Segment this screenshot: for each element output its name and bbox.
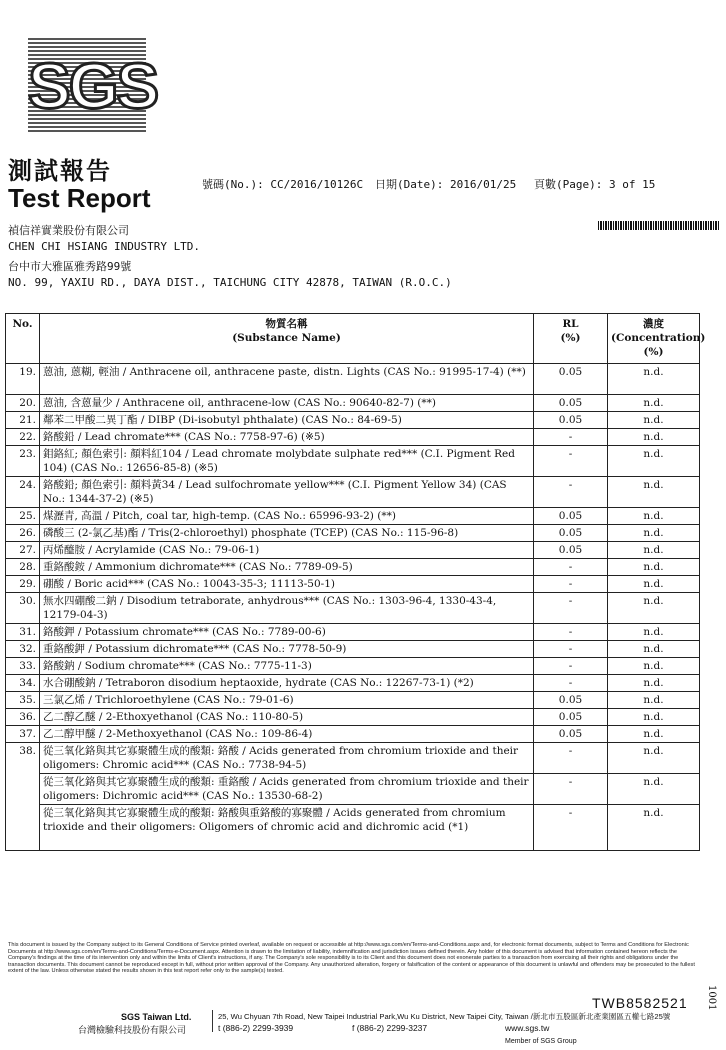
concentration-value: n.d. <box>608 774 700 805</box>
header-substance-en: (Substance Name) <box>232 332 341 344</box>
substance-name: 三氯乙烯 / Trichloroethylene (CAS No.: 79-01-6) <box>40 692 534 709</box>
row-number: 27. <box>6 542 40 559</box>
table-row <box>6 774 700 805</box>
rl-value: 0.05 <box>534 692 608 709</box>
substance-name: 水合硼酸鈉 / Tetraboron disodium heptaoxide, hydrate (CAS No.: 12267-73-1) (*2) <box>40 675 534 692</box>
company-website: www.sgs.tw <box>505 1023 550 1033</box>
header-no-label: No. <box>12 318 33 330</box>
rl-value: - <box>534 641 608 658</box>
substance-name: 從三氧化鉻與其它寡聚體生成的酸類: 鉻酸 / Acids generated from chromium trioxide and their oligomers: Chromic acid*** (CAS No.: 7738-94-5) <box>40 743 534 774</box>
concentration-value: n.d. <box>608 525 700 542</box>
company-telephone: t (886-2) 2299-3939 <box>218 1023 294 1033</box>
rl-value: - <box>534 559 608 576</box>
concentration-value: n.d. <box>608 576 700 593</box>
table-row <box>6 508 700 525</box>
substance-name: 鉻酸鈉 / Sodium chromate*** (CAS No.: 7775-11-3) <box>40 658 534 675</box>
concentration-value: n.d. <box>608 805 700 851</box>
rl-value: - <box>534 658 608 675</box>
client-address-en: NO. 99, YAXIU RD., DAYA DIST., TAICHUNG CITY 42878, TAIWAN (R.O.C.) <box>8 276 452 289</box>
concentration-value: n.d. <box>608 593 700 624</box>
rl-value: - <box>534 593 608 624</box>
substance-name: 鄰苯二甲酸二異丁酯 / DIBP (Di-isobutyl phthalate) (CAS No.: 84-69-5) <box>40 412 534 429</box>
substance-table <box>5 313 706 851</box>
footer-divider <box>212 1010 213 1032</box>
header-substance-zh: 物質名稱 <box>265 318 308 330</box>
table-row <box>6 743 700 774</box>
substance-name: 蒽油, 含蒽量少 / Anthracene oil, anthracene-low (CAS No.: 90640-82-7) (**) <box>40 395 534 412</box>
rl-value: - <box>534 446 608 477</box>
substance-name: 鉻酸鉛 / Lead chromate*** (CAS No.: 7758-97-6) (※5) <box>40 429 534 446</box>
table-row <box>6 364 700 395</box>
substance-name: 無水四硼酸二鈉 / Disodium tetraborate, anhydrous*** (CAS No.: 1303-96-4, 1330-43-4, 12179-04-3) <box>40 593 534 624</box>
header-conc-zh: 濃度 <box>643 318 664 330</box>
concentration-value: n.d. <box>608 692 700 709</box>
row-number: 36. <box>6 709 40 726</box>
rl-value: 0.05 <box>534 508 608 525</box>
concentration-value: n.d. <box>608 675 700 692</box>
report-page: 頁數(Page): 3 of 15 <box>534 178 656 191</box>
rl-value: 0.05 <box>534 412 608 429</box>
company-name-zh: 台灣檢驗科技股份有限公司 <box>78 1025 187 1035</box>
header-rl-unit: (%) <box>560 332 581 344</box>
rl-value: - <box>534 624 608 641</box>
row-number: 21. <box>6 412 40 429</box>
table-row <box>6 576 700 593</box>
table-row <box>6 593 700 624</box>
substance-name: 重鉻酸鉀 / Potassium dichromate*** (CAS No.: 7778-50-9) <box>40 641 534 658</box>
table-row <box>6 477 700 508</box>
table-row <box>6 412 700 429</box>
company-fax: f (886-2) 2299-3237 <box>352 1023 428 1033</box>
sgs-group-member: Member of SGS Group <box>505 1038 577 1045</box>
table-row <box>6 726 700 743</box>
row-number: 31. <box>6 624 40 641</box>
client-address-zh: 台中市大雅區雅秀路99號 <box>8 260 132 273</box>
table-row <box>6 641 700 658</box>
rl-value: - <box>534 576 608 593</box>
concentration-value: n.d. <box>608 412 700 429</box>
substance-name: 乙二醇甲醚 / 2-Methoxyethanol (CAS No.: 109-86-4) <box>40 726 534 743</box>
header-no <box>6 314 40 364</box>
concentration-value: n.d. <box>608 559 700 576</box>
row-number: 28. <box>6 559 40 576</box>
substance-name: 鉻酸鉛; 顏色索引: 顏料黃34 / Lead sulfochromate yellow*** (C.I. Pigment Yellow 34) (CAS No.: 1344-37-2) (※5) <box>40 477 534 508</box>
header-conc-en: (Concentration) <box>611 332 706 344</box>
rl-value: 0.05 <box>534 525 608 542</box>
substance-name: 丙烯醯胺 / Acrylamide (CAS No.: 79-06-1) <box>40 542 534 559</box>
substance-name: 煤瀝青, 高溫 / Pitch, coal tar, high-temp. (CAS No.: 65996-93-2) (**) <box>40 508 534 525</box>
client-name-en: CHEN CHI HSIANG INDUSTRY LTD. <box>8 240 201 253</box>
sgs-logo <box>28 38 158 134</box>
concentration-value: n.d. <box>608 508 700 525</box>
table-row <box>6 624 700 641</box>
side-code: 1001 <box>706 985 717 1011</box>
rl-value: - <box>534 675 608 692</box>
substance-name: 乙二醇乙醚 / 2-Ethoxyethanol (CAS No.: 110-80-5) <box>40 709 534 726</box>
substance-name: 重鉻酸銨 / Ammonium dichromate*** (CAS No.: 7789-09-5) <box>40 559 534 576</box>
rl-value: 0.05 <box>534 726 608 743</box>
header-rl <box>534 314 608 364</box>
header-concentration <box>608 314 706 364</box>
substance-name: 鉻酸鉀 / Potassium chromate*** (CAS No.: 7789-00-6) <box>40 624 534 641</box>
table-row <box>6 805 700 851</box>
row-number: 33. <box>6 658 40 675</box>
substance-name: 硼酸 / Boric acid*** (CAS No.: 10043-35-3; 11113-50-1) <box>40 576 534 593</box>
concentration-value: n.d. <box>608 429 700 446</box>
table-row <box>6 675 700 692</box>
concentration-value: n.d. <box>608 658 700 675</box>
concentration-value: n.d. <box>608 743 700 774</box>
rl-value: 0.05 <box>534 395 608 412</box>
row-number: 19. <box>6 364 40 395</box>
table-header-row <box>6 314 700 364</box>
row-number: 22. <box>6 429 40 446</box>
table-row <box>6 542 700 559</box>
rl-value: - <box>534 477 608 508</box>
row-number: 25. <box>6 508 40 525</box>
client-name-zh: 禎信祥實業股份有限公司 <box>8 224 129 237</box>
table-row <box>6 429 700 446</box>
rl-value: - <box>534 743 608 774</box>
row-number: 32. <box>6 641 40 658</box>
row-number: 29. <box>6 576 40 593</box>
logo-text: SGS <box>28 50 158 122</box>
substance-name: 蒽油, 蒽糊, 輕油 / Anthracene oil, anthracene paste, distn. Lights (CAS No.: 91995-17-4) (**) <box>40 364 534 395</box>
report-date: 日期(Date): 2016/01/25 <box>375 178 517 191</box>
rl-value: - <box>534 805 608 851</box>
rl-value: 0.05 <box>534 364 608 395</box>
substance-name: 從三氧化鉻與其它寡聚體生成的酸類: 重鉻酸 / Acids generated from chromium trioxide and their oligomers: Dichromic acid*** (CAS No.: 13530-68-2) <box>40 774 534 805</box>
concentration-value: n.d. <box>608 624 700 641</box>
table-row <box>6 395 700 412</box>
header-rl-label: RL <box>562 318 579 330</box>
row-number: 34. <box>6 675 40 692</box>
rl-value: - <box>534 429 608 446</box>
concentration-value: n.d. <box>608 726 700 743</box>
company-name-en: SGS Taiwan Ltd. <box>121 1012 192 1022</box>
report-number: 號碼(No.): CC/2016/10126C <box>202 178 364 191</box>
row-number: 23. <box>6 446 40 477</box>
reference-code: TWB8582521 <box>592 995 688 1011</box>
concentration-value: n.d. <box>608 641 700 658</box>
barcode <box>598 221 720 230</box>
rl-value: - <box>534 774 608 805</box>
table-row <box>6 446 700 477</box>
rl-value: 0.05 <box>534 542 608 559</box>
substance-name: 從三氧化鉻與其它寡聚體生成的酸類: 鉻酸與重鉻酸的寡聚體 / Acids generated from chromium trioxide and their oligomers: Oligomers of chromic acid and dichromic acid (*1) <box>40 805 534 851</box>
row-number: 30. <box>6 593 40 624</box>
substance-name: 磷酸三 (2-氯乙基)酯 / Tris(2-chloroethyl) phosphate (TCEP) (CAS No.: 115-96-8) <box>40 525 534 542</box>
row-number: 24. <box>6 477 40 508</box>
concentration-value: n.d. <box>608 395 700 412</box>
concentration-value: n.d. <box>608 709 700 726</box>
row-number: 37. <box>6 726 40 743</box>
legal-disclaimer: This document is issued by the Company subject to its General Conditions of Service printed overleaf, available on request or accessible at http://www.sgs.com/en/Terms-and-Conditions.aspx and, for electronic format documents, subject to Terms and Conditions for Electronic Documents at http://www.sgs.com/en/Terms-and-Conditions/Terms-e-Document.aspx. Attention is drawn to the limitation of liability, indemnification and jurisdiction issues defined therein. Any holder of this document is advised that information contained hereon reflects the Company's findings at the time of its intervention only and within the limits of Client's instructions, if any. The Company's sole responsibility is to its Client and this document does not exonerate parties to a transaction from exercising all their rights and obligations under the transaction documents. This document cannot be reproduced except in full, without prior written approval of the Company. Any unauthorized alteration, forgery or falsification of the content or appearance of this document is unlawful and offenders may be prosecuted to the fullest extent of the law. Unless otherwise stated the results shown in this test report refer only to the sample(s) tested. <box>8 942 695 975</box>
company-address: 25, Wu Chyuan 7th Road, New Taipei Industrial Park,Wu Ku District, New Taipei City, Taiwan /新北市五股區新北產業園區五權七路25號 <box>218 1012 671 1021</box>
substance-name: 鉬鉻紅; 顏色索引: 顏料紅104 / Lead chromate molybdate sulphate red*** (C.I. Pigment Red 104) (CAS No.: 12656-85-8) (※5) <box>40 446 534 477</box>
title-chinese: 測試報告 <box>8 156 112 185</box>
title-english: Test Report <box>8 183 151 213</box>
concentration-value: n.d. <box>608 477 700 508</box>
header-substance <box>40 314 534 364</box>
concentration-value: n.d. <box>608 542 700 559</box>
table-row <box>6 658 700 675</box>
row-number: 26. <box>6 525 40 542</box>
concentration-value: n.d. <box>608 364 700 395</box>
header-conc-unit: (%) <box>643 346 664 358</box>
table-row <box>6 709 700 726</box>
rl-value: 0.05 <box>534 709 608 726</box>
row-number: 20. <box>6 395 40 412</box>
row-number: 38. <box>6 743 40 851</box>
table-row <box>6 692 700 709</box>
table-row <box>6 559 700 576</box>
concentration-value: n.d. <box>608 446 700 477</box>
row-number: 35. <box>6 692 40 709</box>
table-row <box>6 525 700 542</box>
